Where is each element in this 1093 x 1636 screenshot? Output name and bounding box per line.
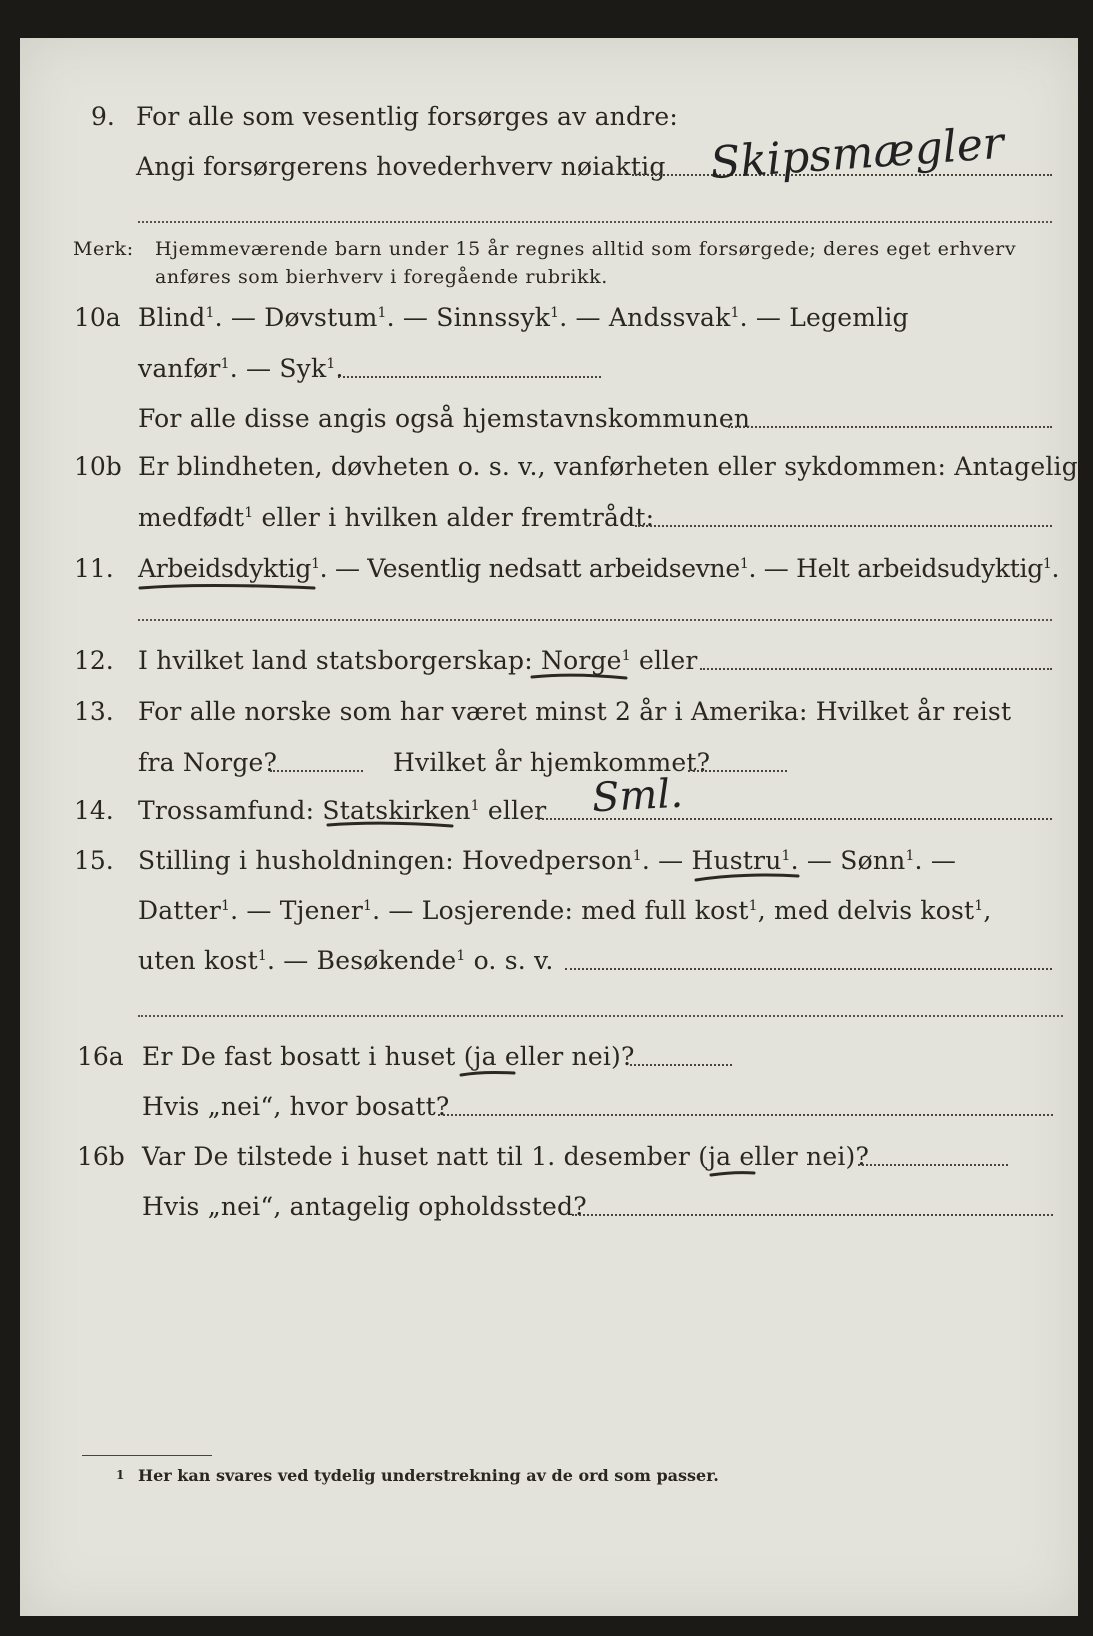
- q11-number: 11.: [74, 554, 114, 583]
- q10b-line2: medfødt$^1$ eller i hvilken alder fremtrådt:: [138, 503, 655, 532]
- q16b-line1: Var De tilstede i huset natt til 1. desember (ja eller nei)?: [142, 1142, 870, 1171]
- q10a-syk-answer-line: [338, 376, 601, 378]
- q16b-number: 16b: [77, 1142, 125, 1171]
- footnote-text: Her kan svares ved tydelig understrekning av de ord som passer.: [138, 1466, 719, 1485]
- q9-line2: Angi forsørgerens hovederhverv nøiaktig: [136, 152, 666, 181]
- q16a-answer-line: [630, 1064, 732, 1066]
- q14-handwritten-answer: Sml.: [590, 770, 684, 822]
- q10a-line1: Blind$^1$. — Døvstum$^1$. — Sinnssyk$^1$. — Andssvak$^1$. — Legemlig: [138, 303, 909, 332]
- q12-line: I hvilket land statsborgerskap: Norge$^1$ eller: [138, 646, 698, 675]
- merk-line1: Hjemmeværende barn under 15 år regnes alltid som forsørgede; deres eget erhverv: [155, 238, 1017, 260]
- q16b-answer-line: [858, 1164, 1008, 1166]
- q15-separator: [138, 1015, 1063, 1017]
- q13-hjemkommet-answer-line: [688, 770, 787, 772]
- q14-underline-mark: [326, 819, 456, 831]
- q9-line1: For alle som vesentlig forsørges av andre:: [136, 102, 678, 131]
- q15-number: 15.: [74, 846, 114, 875]
- q13-line1: For alle norske som har været minst 2 år i Amerika: Hvilket år reist: [138, 697, 1012, 726]
- q10a-line2: vanfør$^1$. — Syk$^1$.: [138, 354, 344, 383]
- q11-underline-mark: [138, 580, 318, 594]
- q9-handwritten-answer: Skipsmægler: [708, 117, 1006, 190]
- census-form-page: [20, 38, 1078, 1616]
- q10b-line1: Er blindheten, døvheten o. s. v., vanførheten eller sykdommen: Antagelig: [138, 452, 1078, 481]
- q11-separator: [138, 619, 1052, 621]
- q15-underline-mark: [692, 870, 802, 884]
- q13-line2b: Hvilket år hjemkommet?: [393, 748, 711, 777]
- q10a-hjemstavn-answer-line: [728, 426, 1052, 428]
- q12-answer-line: [700, 668, 1052, 670]
- q16a-underline-mark: [458, 1068, 518, 1080]
- q12-underline-mark: [530, 671, 630, 683]
- q11-line: Arbeidsdyktig$^1$. — Vesentlig nedsatt arbeidsevne$^1$. — Helt arbeidsudyktig$^1$.: [138, 554, 1060, 583]
- merk-line2: anføres som bierhverv i foregående rubrikk.: [155, 266, 608, 288]
- q12-number: 12.: [74, 646, 114, 675]
- q14-number: 14.: [74, 796, 114, 825]
- q10a-number: 10a: [74, 303, 121, 332]
- q16b-underline-mark: [708, 1168, 758, 1180]
- footnote-mark: 1: [116, 1468, 125, 1482]
- q16a-line2: Hvis „nei“, hvor bosatt?: [142, 1092, 450, 1121]
- q10a-line3: For alle disse angis også hjemstavnskommunen: [138, 404, 751, 433]
- q16a-number: 16a: [77, 1042, 124, 1071]
- q16a-line1: Er De fast bosatt i huset (ja eller nei)?: [142, 1042, 635, 1071]
- q15-line3: uten kost$^1$. — Besøkende$^1$ o. s. v.: [138, 946, 554, 975]
- footnote-rule: [82, 1455, 212, 1456]
- q10b-number: 10b: [74, 452, 122, 481]
- q16a-bosatt-answer-line: [438, 1114, 1053, 1116]
- q13-reist-answer-line: [270, 770, 363, 772]
- q10b-answer-line: [635, 525, 1052, 527]
- merk-label: Merk:: [73, 238, 134, 260]
- q9-number: 9.: [91, 102, 115, 131]
- q14-line: Trossamfund: Statskirken$^1$ eller: [138, 796, 547, 825]
- q15-line2: Datter$^1$. — Tjener$^1$. — Losjerende: med full kost$^1$, med delvis kost$^1$,: [138, 896, 992, 925]
- q9-separator: [138, 221, 1052, 223]
- q13-line2a: fra Norge?: [138, 748, 278, 777]
- q16b-line2: Hvis „nei“, antagelig opholdssted?: [142, 1192, 587, 1221]
- q15-answer-line: [565, 968, 1052, 970]
- q16b-opholdssted-answer-line: [572, 1214, 1053, 1216]
- q15-line1: Stilling i husholdningen: Hovedperson$^1$. — Hustru$^1$. — Sønn$^1$. —: [138, 846, 957, 875]
- q13-number: 13.: [74, 697, 114, 726]
